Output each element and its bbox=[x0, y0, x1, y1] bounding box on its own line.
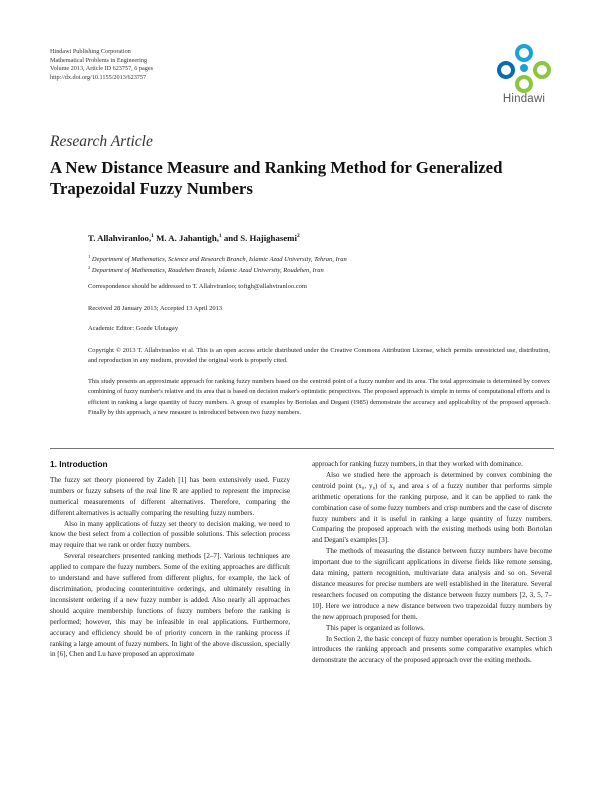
author-list bbox=[88, 233, 300, 243]
paragraph: Several researchers presented ranking methods [2–7]. Various techniques are applied to compare the fuzzy numbers. Some of the exiting approaches are difficult to understand and have suffered from different plights, for example, the lack of discrimination, producing counterintuitive orderings, and ultimately resulting in inconsistent ordering if a new fuzzy number is added. Also nearly all approaches should acquire membership functions of fuzzy numbers before the ranking is performed; however, this may be infeasible in real applications. Furthermore, accuracy and efficiency should be of priority concern in the ranking process if ranking a large amount of fuzzy numbers. In light of the above discussion, specially in [6], Chen and Lu have proposed an approximate bbox=[50, 552, 290, 659]
affiliation bbox=[88, 265, 324, 274]
copyright-notice: Copyright © 2013 T. Allahviranloo et al. This is an open access article distributed under the Creative Commons Attribution License, which permits unrestricted use, distribution, and reproduction in any medium, provided the original work is properly cited. bbox=[88, 347, 550, 365]
affiliation bbox=[88, 254, 347, 263]
paragraph: This paper is organized as follows. bbox=[326, 623, 425, 632]
correspondence: Correspondence should be addressed to T. Allahviranloo; tofigh@allahviranloo.com bbox=[88, 283, 307, 290]
journal-name: Mathematical Problems in Engineering bbox=[50, 56, 148, 64]
hindawi-logo bbox=[494, 44, 554, 110]
author-affil-mark: 2 bbox=[296, 233, 300, 240]
journal-header bbox=[50, 48, 153, 82]
affiliation-text: Department of Mathematics, Roudehen Branch, Islamic Azad University, Roudehen, Iran bbox=[91, 267, 324, 275]
section-heading bbox=[50, 459, 290, 470]
received-accepted-dates: Received 28 January 2013; Accepted 13 April 2013 bbox=[88, 305, 223, 312]
article-type: Research Article bbox=[50, 133, 153, 150]
academic-editor: Academic Editor: Gozde Ulutagay bbox=[88, 325, 179, 332]
paragraph: Also in many applications of fuzzy set theory to decision making, we need to know the best select from a collection of possible solutions. This selection process may require that we rank or order fuzzy numbers. bbox=[50, 519, 290, 550]
hindawi-logo-icon bbox=[494, 44, 554, 94]
volume-info: Volume 2013, Article ID 623757, 6 pages bbox=[50, 65, 153, 73]
affiliation-mark: 1 bbox=[88, 254, 91, 259]
affiliation-text: Department of Mathematics, Science and Research Branch, Islamic Azad University, Tehran, Iran bbox=[91, 256, 347, 264]
publisher-name: Hindawi Publishing Corporation bbox=[50, 48, 131, 55]
paper-title: A New Distance Measure and Ranking Method for Generalized Trapezoidal Fuzzy Numbers bbox=[50, 158, 503, 198]
author-name: T. Allahviranloo, bbox=[88, 233, 152, 243]
section-title: Introduction bbox=[59, 459, 108, 469]
abstract: This study presents an approximate approach for ranking fuzzy numbers based on the centroid point of a fuzzy number and its area. The total approximate is determined by convex combining of fuzzy number's relative and its area that is based on decision maker's optimistic perspectives. The proposed approach is simple in terms of computational efforts and is efficient in ranking a large quantity of fuzzy numbers. A group of examples by Bortolan and Degani (1985) demonstrate the accuracy and applicability of the proposed approach. Finally by this approach, a new measure is introduced between two fuzzy numbers. bbox=[88, 378, 550, 417]
right-column bbox=[312, 459, 552, 666]
paragraph: The fuzzy set theory pioneered by Zadeh [1] has been extensively used. Fuzzy numbers or fuzzy subsets of the real line R are applied to represent the imprecise numerical measurements of different alternatives. Therefore, comparing the different alternatives is actually comparing the resulting fuzzy numbers. bbox=[50, 475, 290, 517]
paragraph: Also we studied here the approach is determined by convex combining the centroid point (x₀, y₀) of x₀ and area s of a fuzzy number that performs simple arithmetic operations for the ranking purpose, and it can be applied to rank the combination case of some fuzzy numbers and crisp numbers and the case of discrete fuzzy numbers and it is useful in ranking a large quantity of fuzzy numbers. Comparing the proposed approach with the existing methods using both Bortolan and Degani's examples [3]. bbox=[312, 470, 552, 545]
author-affil-mark: 1 bbox=[218, 233, 222, 240]
doi-link[interactable]: http://dx.doi.org/10.1155/2013/623757 bbox=[50, 73, 147, 81]
paragraph: approach for ranking fuzzy numbers, in that they worked with dominance. bbox=[312, 460, 523, 468]
paragraph: The methods of measuring the distance between fuzzy numbers have become important due to the significant applications in diverse fields like remote sensing, data mining, pattern recognition, multivariate data analysis and so on. Several distance measures for precise numbers are well established in the literature. Several researchers focused on computing the distance between fuzzy numbers [2, 3, 5, 7–10]. Here we introduce a new distance between two trapezoidal fuzzy numbers by the new approach proposed for them. bbox=[312, 547, 552, 621]
section-number: 1. bbox=[50, 459, 57, 469]
author-name: M. A. Jahantigh, bbox=[156, 233, 219, 243]
author-affil-mark: 1 bbox=[151, 233, 154, 240]
logo-wordmark: Hindawi bbox=[502, 93, 546, 105]
left-column bbox=[50, 459, 290, 660]
affiliation-mark: 2 bbox=[88, 265, 91, 270]
author-name: and S. Hajighasemi bbox=[223, 233, 297, 243]
paragraph: In Section 2, the basic concept of fuzzy number operation is brought. Section 3 introduces the ranking approach and presents some comparative examples which demonstrate the accuracy of the proposed approach over the exiting methods. bbox=[312, 634, 552, 665]
divider-line bbox=[50, 448, 554, 449]
